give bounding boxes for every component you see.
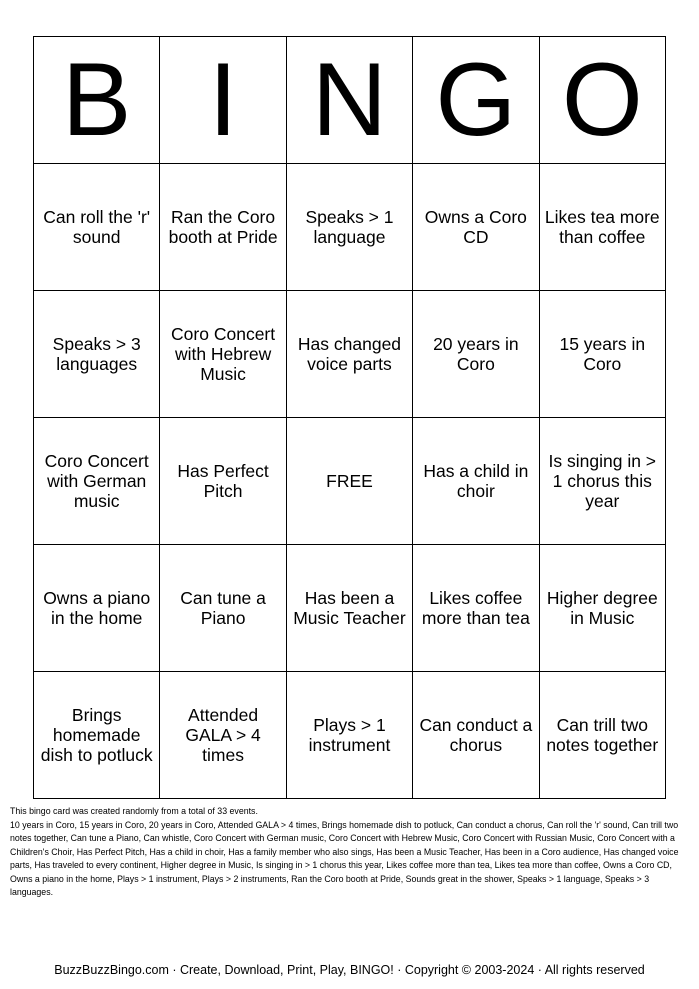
header-row [34,37,666,164]
bingo-cell: Coro Concert with Hebrew Music [160,291,286,418]
header-letter-n: N [286,37,412,164]
bingo-cell: Attended GALA > 4 times [160,672,286,799]
bingo-cell: Brings homemade dish to potluck [34,672,160,799]
bingo-cell: Can trill two notes together [539,672,665,799]
header-letter-i: I [160,37,286,164]
grid-row [34,672,666,799]
card-info [10,805,690,900]
header-letter-b: B [34,37,160,164]
event-list: 10 years in Coro, 15 years in Coro, 20 years in Coro, Attended GALA > 4 times, Brings homemade dish to potluck, Can conduct a chorus, Can roll the 'r' sound, Can trill two notes together, Can tune a Piano, Can whistle, Coro Concert with German music, Coro Concert with Hebrew Music, Coro Concert with Russian Music, Coro Concert with a Children's Choir, Has Perfect Pitch, Has a child in choir, Has a family member who also sings, Has been a Music Teacher, Has been in a Coro audience, Has changed voice parts, Has traveled to every continent, Higher degree in Music, Is singing in > 1 chorus this year, Likes coffee more than tea, Likes tea more than coffee, Owns a Coro CD, Owns a piano in the home, Plays > 1 instrument, Plays > 2 instruments, Ran the Coro booth at Pride, Sounds great in the shower, Speaks > 1 language, Speaks > 3 languages. [10,819,679,897]
bingo-cell: Plays > 1 instrument [286,672,412,799]
bingo-cell: Ran the Coro booth at Pride [160,164,286,291]
grid-row [34,164,666,291]
bingo-cell: Likes tea more than coffee [539,164,665,291]
bingo-cell: Owns a Coro CD [413,164,539,291]
bingo-cell: Is singing in > 1 chorus this year [539,418,665,545]
bingo-cell: Owns a piano in the home [34,545,160,672]
bingo-cell: Can conduct a chorus [413,672,539,799]
bingo-cell: Can tune a Piano [160,545,286,672]
grid-row [34,418,666,545]
header-letter-g: G [413,37,539,164]
bingo-cell: Higher degree in Music [539,545,665,672]
bingo-card [33,36,666,799]
grid-row [34,291,666,418]
bingo-cell: Coro Concert with German music [34,418,160,545]
bingo-cell: Has changed voice parts [286,291,412,418]
bingo-cell: 20 years in Coro [413,291,539,418]
bingo-cell: Can roll the 'r' sound [34,164,160,291]
bingo-cell: Likes coffee more than tea [413,545,539,672]
bingo-cell: Speaks > 1 language [286,164,412,291]
bingo-cell: 15 years in Coro [539,291,665,418]
grid-row [34,545,666,672]
free-cell: FREE [286,418,412,545]
card-summary: This bingo card was created randomly from a total of 33 events. [10,806,258,816]
header-letter-o: O [539,37,665,164]
bingo-cell: Has a child in choir [413,418,539,545]
bingo-cell: Speaks > 3 languages [34,291,160,418]
bingo-cell: Has been a Music Teacher [286,545,412,672]
footer-text: BuzzBuzzBingo.com · Create, Download, Print, Play, BINGO! · Copyright © 2003-2024 · All rights reserved [54,963,645,977]
bingo-cell: Has Perfect Pitch [160,418,286,545]
